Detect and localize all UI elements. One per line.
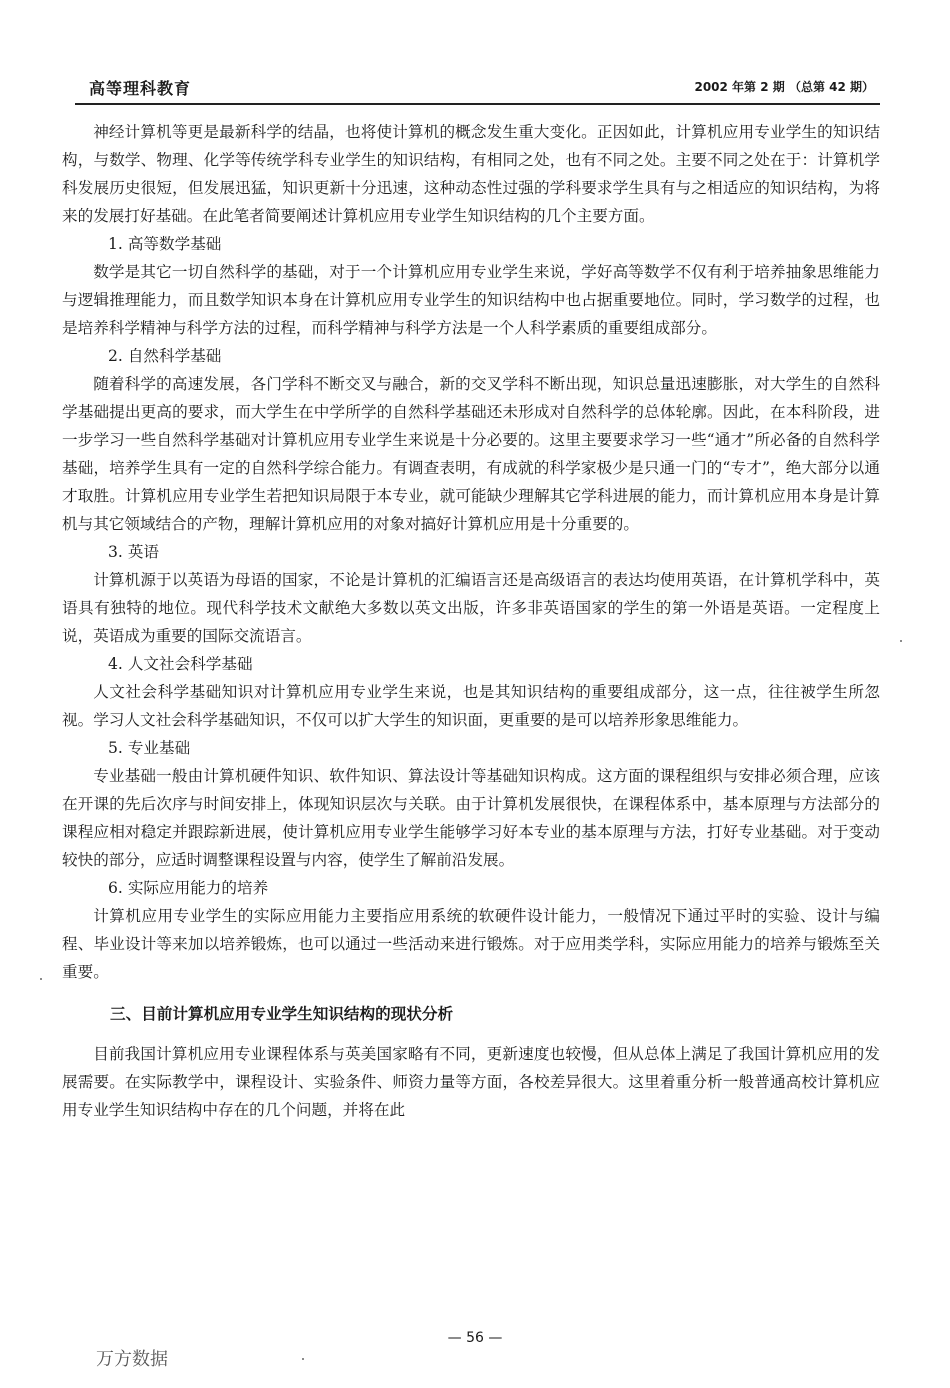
item-text-practical-ability: 计算机应用专业学生的实际应用能力主要指应用系统的软硬件设计能力，一般情况下通过平时的实验、设计与编程、毕业设计等来加以培养锻炼，也可以通过一些活动来进行锻炼。对于应用类学科，实际应用能力的培养与锻炼至关重要。	[62, 907, 880, 981]
journal-title: 高等理科教育	[89, 79, 192, 98]
section-three-heading: 三、目前计算机应用专业学生知识结构的现状分析	[110, 1005, 454, 1023]
item-text-humanities: 人文社会科学基础知识对计算机应用专业学生来说，也是其知识结构的重要组成部分，这一点，往往被学生所忽视。学习人文社会科学基础知识，不仅可以扩大学生的知识面，更重要的是可以培养形象思维能力。	[62, 683, 880, 729]
section-three-text: 目前我国计算机应用专业课程体系与英美国家略有不同，更新速度也较慢，但从总体上满足了我国计算机应用的发展需要。在实际教学中，课程设计、实验条件、师资力量等方面，各校差异很大。这里着重分析一般普通高校计算机应用专业学生知识结构中存在的几个问题，并将在此	[62, 1045, 880, 1119]
item-heading-english: 3. 英语	[108, 543, 160, 561]
scan-speck	[302, 1358, 304, 1360]
item-heading-math: 1. 高等数学基础	[108, 235, 222, 253]
running-header	[75, 72, 880, 102]
header-rule	[75, 103, 880, 105]
page-number: — 56 —	[447, 1330, 503, 1346]
item-text-math: 数学是其它一切自然科学的基础，对于一个计算机应用专业学生来说，学好高等数学不仅有利于培养抽象思维能力与逻辑推理能力，而且数学知识本身在计算机应用专业学生的知识结构中也占据重要地位。同时，学习数学的过程，也是培养科学精神与科学方法的过程，而科学精神与科学方法是一个人科学素质的重要组成部分。	[62, 263, 880, 337]
scan-speck	[40, 978, 42, 980]
item-heading-humanities: 4. 人文社会科学基础	[108, 655, 253, 673]
issue-info: 2002 年第 2 期 （总第 42 期）	[694, 80, 874, 94]
item-text-professional-basics: 专业基础一般由计算机硬件知识、软件知识、算法设计等基础知识构成。这方面的课程组织与安排必须合理，应该在开课的先后次序与时间安排上，体现知识层次与关联。由于计算机发展很快，在课程体系中，基本原理与方法部分的课程应相对稳定并跟踪新进展，使计算机应用专业学生能够学习好本专业的基本原理与方法，打好专业基础。对于变动较快的部分，应适时调整课程设置与内容，使学生了解前沿发展。	[62, 767, 880, 869]
item-text-natural-science: 随着科学的高速发展，各门学科不断交叉与融合，新的交叉学科不断出现，知识总量迅速膨胀，对大学生的自然科学基础提出更高的要求，而大学生在中学所学的自然科学基础还未形成对自然科学的总体轮廓。因此，在本科阶段，进一步学习一些自然科学基础对计算机应用专业学生来说是十分必要的。这里主要要求学习一些“通才”所必备的自然科学基础，培养学生具有一定的自然科学综合能力。有调查表明，有成就的科学家极少是只通一门的“专才”，绝大部分以通才取胜。计算机应用专业学生若把知识局限于本专业，就可能缺少理解其它学科进展的能力，而计算机应用本身是计算机与其它领域结合的产物，理解计算机应用的对象对搞好计算机应用是十分重要的。	[62, 375, 880, 533]
watermark-text: 万方数据	[96, 1349, 168, 1370]
article-body	[62, 118, 880, 1124]
item-text-english: 计算机源于以英语为母语的国家，不论是计算机的汇编语言还是高级语言的表达均使用英语，在计算机学科中，英语具有独特的地位。现代科学技术文献绝大多数以英文出版，许多非英语国家的学生的第一外语是英语。一定程度上说，英语成为重要的国际交流语言。	[62, 571, 880, 645]
item-heading-professional-basics: 5. 专业基础	[108, 739, 191, 757]
scan-speck	[900, 640, 902, 642]
item-heading-natural-science: 2. 自然科学基础	[108, 347, 222, 365]
item-heading-practical-ability: 6. 实际应用能力的培养	[108, 879, 269, 897]
intro-paragraph: 神经计算机等更是最新科学的结晶，也将使计算机的概念发生重大变化。正因如此，计算机应用专业学生的知识结构，与数学、物理、化学等传统学科专业学生的知识结构，有相同之处，也有不同之处。主要不同之处在于：计算机学科发展历史很短，但发展迅猛，知识更新十分迅速，这种动态性过强的学科要求学生具有与之相适应的知识结构，为将来的发展打好基础。在此笔者简要阐述计算机应用专业学生知识结构的几个主要方面。	[62, 123, 880, 225]
